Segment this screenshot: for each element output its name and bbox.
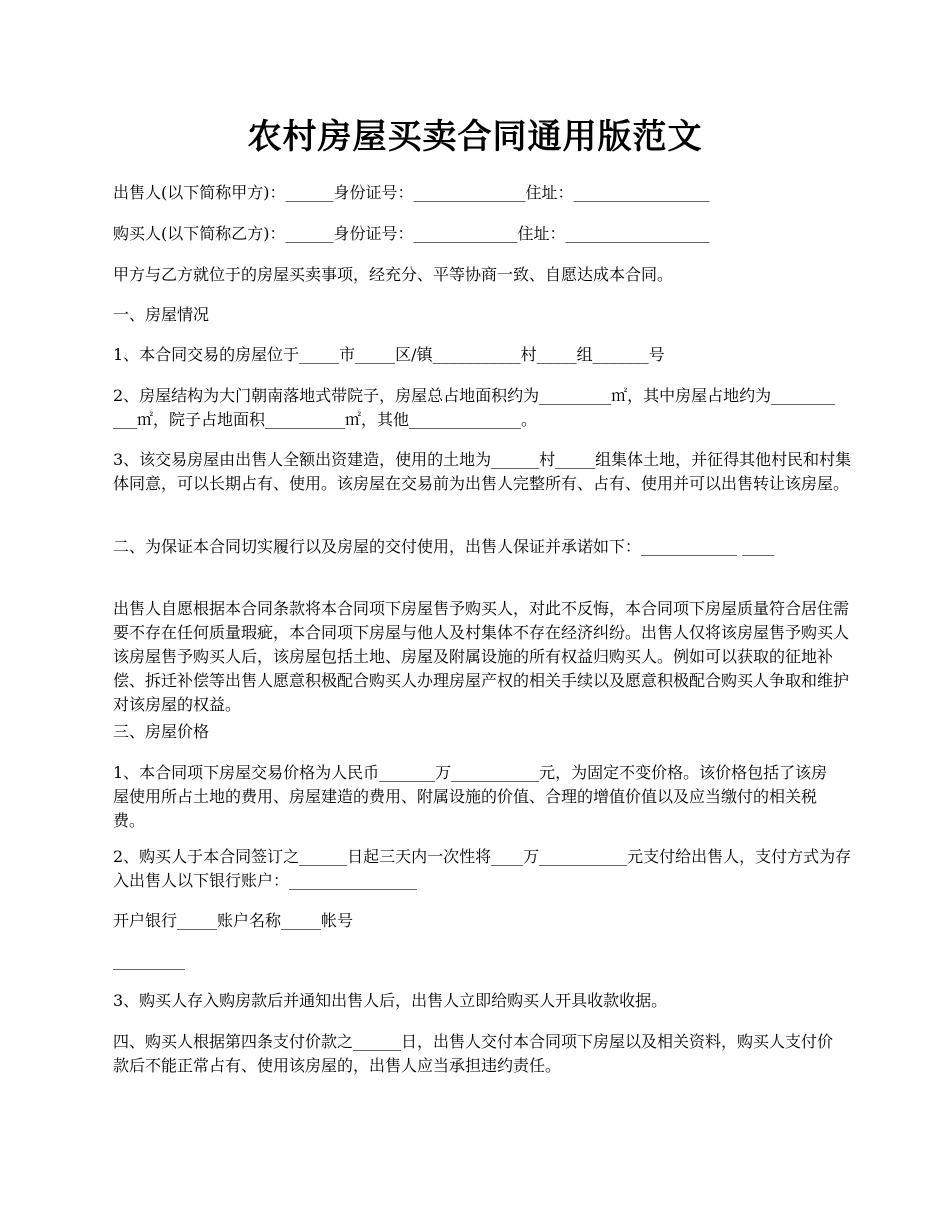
intro-paragraph: 甲方与乙方就位于的房屋买卖事项，经充分、平等协商一致、自愿达成本合同。 (113, 265, 674, 284)
section-heading-delivery: 四、购买人根据第四条支付价款之______日，出售人交付本合同项下房屋以及相关资料，购买人支付价款后不能正常占有、使用该房屋的，出售人应当承担违约责任。 (113, 1032, 834, 1075)
blank-line: _________ (113, 951, 185, 970)
buyer-info-line: 购买人(以下简称乙方)：______身份证号：_____________住址：__________________ (113, 224, 710, 243)
clause-1-3: 3、该交易房屋由出售人全额出资建造，使用的土地为______村_____组集体土地，并征得其他村民和村集体同意，可以长期占有、使用。该房屋在交易前为出售人完整所有、占有、使用并可以出售转让该房屋。 (113, 450, 852, 493)
document-title: 农村房屋买卖合同通用版范文 (247, 117, 703, 157)
clause-3-2: 2、购买人于本合同签订之______日起三天内一次性将____万___________元支付给出售人，支付方式为存入出售人以下银行账户：________________ (113, 847, 852, 890)
clause-3-3: 3、购买人存入购房款后并通知出售人后，出售人立即给购买人开具收款收据。 (113, 991, 668, 1010)
bank-account-line: 开户银行_____账户名称_____帐号 (113, 911, 354, 930)
guarantee-paragraph: 出售人自愿根据本合同条款将本合同项下房屋售予购买人，对此不反悔，本合同项下房屋质量符合居住需要不存在任何质量瑕疵，本合同项下房屋与他人及村集体不存在经济纠纷。出售人仅将该房屋售予购买人该房屋售予购买人后，该房屋包括土地、房屋及附属设施的所有权益归购买人。例如可以获取的征地补偿、拆迁补偿等出售人愿意积极配合购买人办理房屋产权的相关手续以及愿意积极配合购买人争取和维护对该房屋的权益。 (113, 599, 850, 714)
clause-3-1: 1、本合同项下房屋交易价格为人民币_______万___________元，为固定不变价格。该价格包括了该房屋使用所占土地的费用、房屋建造的费用、附属设施的价值、合理的增值价值以及应当缴付的相关税费。 (113, 763, 828, 830)
clause-1-2: 2、房屋结构为大门朝南落地式带院子，房屋总占地面积约为_________㎡，其中房屋占地约为___________㎡，院子占地面积__________㎡，其他______________。 (113, 386, 836, 429)
section-heading-guarantee: 二、为保证本合同切实履行以及房屋的交付使用，出售人保证并承诺如下：____________ ____ (113, 537, 775, 556)
section-heading-price: 三、房屋价格 (113, 722, 210, 741)
section-heading-house: 一、房屋情况 (113, 305, 210, 324)
seller-info-line: 出售人(以下简称甲方)：______身份证号：______________住址：_________________ (113, 183, 710, 202)
clause-1-1: 1、本合同交易的房屋位于_____市_____区/镇___________村_____组_______号 (113, 345, 665, 364)
